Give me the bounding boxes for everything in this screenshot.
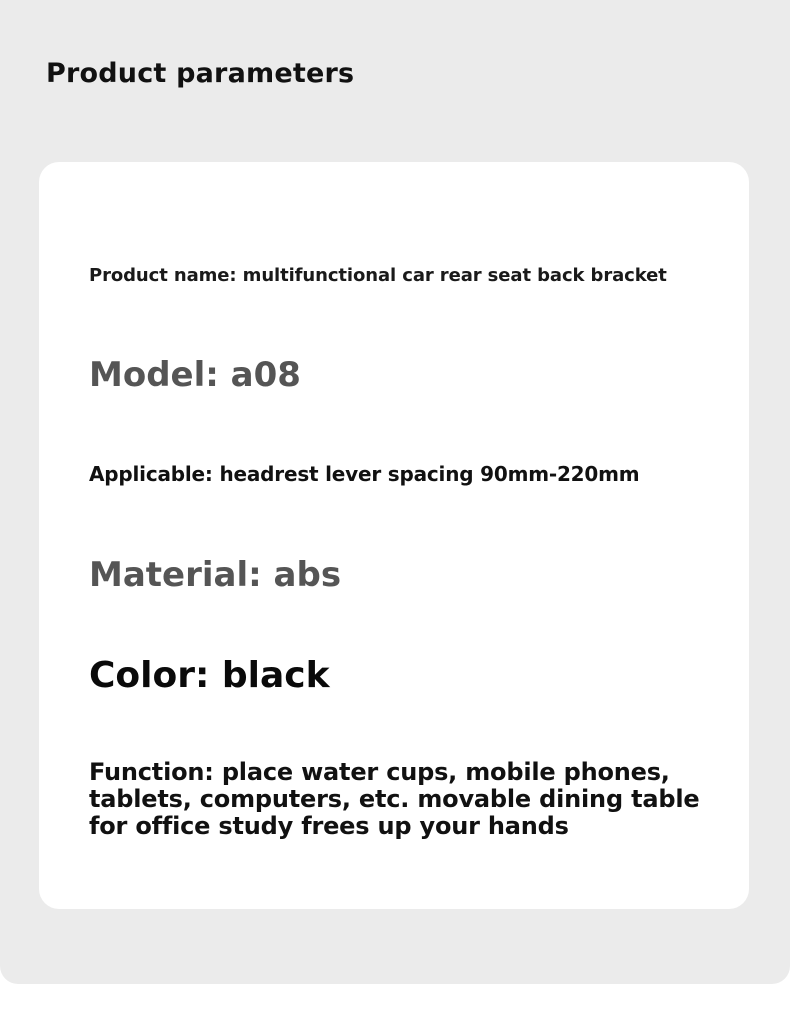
model-text: Model: a08 [89, 355, 301, 395]
product-name-text: Product name: multifunctional car rear seat back bracket [89, 265, 667, 286]
material-text: Material: abs [89, 555, 342, 595]
applicable-text: Applicable: headrest lever spacing 90mm-220mm [89, 462, 640, 486]
page-title: Product parameters [46, 58, 355, 89]
parameters-card [39, 162, 749, 909]
function-text: Function: place water cups, mobile phones, tablets, computers, etc. movable dining table for office study frees up your hands [89, 758, 700, 840]
color-text: Color: black [89, 655, 330, 696]
